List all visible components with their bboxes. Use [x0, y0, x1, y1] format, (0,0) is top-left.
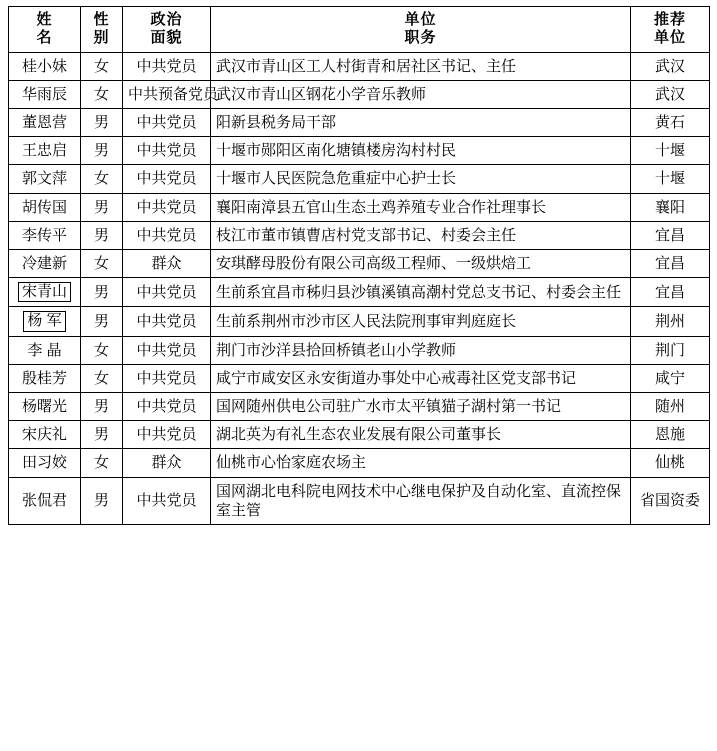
column-header-gender-line1: 性 [93, 11, 110, 28]
cell-name: 田习姣 [9, 449, 81, 477]
cell-party: 中共党员 [123, 193, 211, 221]
table-header [9, 7, 710, 53]
cell-recommender: 仙桃 [631, 449, 710, 477]
column-header-recommender-line1: 推荐 [653, 11, 686, 28]
cell-recommender: 荆门 [631, 336, 710, 364]
cell-unit: 仙桃市心怡家庭农场主 [211, 449, 631, 477]
column-header-name [9, 7, 81, 53]
table-row [9, 221, 710, 249]
column-header-party-line1: 政治 [150, 11, 183, 28]
cell-unit: 国网湖北电科院电网技术中心继电保护及自动化室、直流控保室主管 [211, 477, 631, 524]
column-header-party [123, 7, 211, 53]
cell-gender: 男 [81, 421, 123, 449]
cell-party: 中共党员 [123, 336, 211, 364]
cell-gender: 男 [81, 108, 123, 136]
cell-unit: 武汉市青山区工人村街青和居社区书记、主任 [211, 52, 631, 80]
cell-name: 杨曙光 [9, 393, 81, 421]
column-header-name-line1: 姓 [36, 11, 53, 28]
cell-party: 中共党员 [123, 364, 211, 392]
cell-recommender: 荆州 [631, 307, 710, 336]
column-header-unit [211, 7, 631, 53]
cell-name [9, 278, 81, 307]
cell-name-text: 宋青山 [18, 282, 71, 302]
cell-unit: 十堰市人民医院急危重症中心护士长 [211, 165, 631, 193]
cell-party: 群众 [123, 249, 211, 277]
table-row [9, 278, 710, 307]
cell-name [9, 307, 81, 336]
column-header-unit-line2: 职务 [404, 29, 437, 47]
cell-gender: 女 [81, 52, 123, 80]
cell-party: 中共党员 [123, 307, 211, 336]
cell-name: 王忠启 [9, 137, 81, 165]
table-row [9, 364, 710, 392]
header-row [9, 7, 710, 53]
cell-name-text: 杨 军 [23, 311, 65, 331]
cell-gender: 男 [81, 278, 123, 307]
table-row [9, 80, 710, 108]
cell-party: 中共党员 [123, 421, 211, 449]
cell-party: 中共预备党员 [123, 80, 211, 108]
cell-unit: 襄阳南漳县五官山生态土鸡养殖专业合作社理事长 [211, 193, 631, 221]
cell-party: 中共党员 [123, 393, 211, 421]
cell-recommender: 武汉 [631, 52, 710, 80]
column-header-recommender-line2: 单位 [653, 29, 686, 47]
column-header-name-line2: 名 [36, 29, 53, 47]
cell-unit: 安琪酵母股份有限公司高级工程师、一级烘焙工 [211, 249, 631, 277]
cell-name: 桂小妹 [9, 52, 81, 80]
cell-party: 中共党员 [123, 165, 211, 193]
cell-name: 华雨辰 [9, 80, 81, 108]
cell-gender: 女 [81, 449, 123, 477]
cell-recommender: 十堰 [631, 137, 710, 165]
cell-party: 中共党员 [123, 108, 211, 136]
column-header-party-line2: 面貌 [150, 29, 183, 47]
table-row [9, 393, 710, 421]
column-header-unit-line1: 单位 [404, 11, 437, 28]
cell-name: 胡传国 [9, 193, 81, 221]
cell-recommender: 宜昌 [631, 249, 710, 277]
cell-name: 董恩营 [9, 108, 81, 136]
cell-recommender: 咸宁 [631, 364, 710, 392]
table-row [9, 477, 710, 524]
cell-gender: 男 [81, 137, 123, 165]
table-body [9, 52, 710, 524]
cell-gender: 男 [81, 393, 123, 421]
cell-gender: 女 [81, 80, 123, 108]
cell-unit: 阳新县税务局干部 [211, 108, 631, 136]
roster-table [8, 6, 710, 525]
table-row [9, 307, 710, 336]
table-row [9, 336, 710, 364]
cell-gender: 女 [81, 336, 123, 364]
cell-unit: 生前系宜昌市秭归县沙镇溪镇高潮村党总支书记、村委会主任 [211, 278, 631, 307]
cell-party: 中共党员 [123, 278, 211, 307]
cell-name: 冷建新 [9, 249, 81, 277]
column-header-recommender [631, 7, 710, 53]
cell-unit: 枝江市董市镇曹店村党支部书记、村委会主任 [211, 221, 631, 249]
cell-party: 中共党员 [123, 221, 211, 249]
cell-recommender: 随州 [631, 393, 710, 421]
cell-name: 郭文萍 [9, 165, 81, 193]
table-row [9, 165, 710, 193]
cell-party: 群众 [123, 449, 211, 477]
cell-gender: 男 [81, 221, 123, 249]
cell-recommender: 恩施 [631, 421, 710, 449]
cell-party: 中共党员 [123, 137, 211, 165]
cell-name: 殷桂芳 [9, 364, 81, 392]
cell-name: 宋庆礼 [9, 421, 81, 449]
column-header-gender-line2: 别 [93, 29, 110, 47]
cell-gender: 女 [81, 249, 123, 277]
cell-unit: 国网随州供电公司驻广水市太平镇猫子湖村第一书记 [211, 393, 631, 421]
cell-unit: 武汉市青山区钢花小学音乐教师 [211, 80, 631, 108]
cell-recommender: 十堰 [631, 165, 710, 193]
cell-recommender: 武汉 [631, 80, 710, 108]
table-row [9, 193, 710, 221]
cell-recommender: 省国资委 [631, 477, 710, 524]
table-row [9, 249, 710, 277]
cell-gender: 男 [81, 193, 123, 221]
cell-unit: 生前系荆州市沙市区人民法院刑事审判庭庭长 [211, 307, 631, 336]
cell-party: 中共党员 [123, 52, 211, 80]
cell-unit: 咸宁市咸安区永安街道办事处中心戒毒社区党支部书记 [211, 364, 631, 392]
cell-gender: 男 [81, 477, 123, 524]
cell-unit: 荆门市沙洋县拾回桥镇老山小学教师 [211, 336, 631, 364]
cell-name: 李传平 [9, 221, 81, 249]
table-row [9, 449, 710, 477]
cell-gender: 女 [81, 165, 123, 193]
cell-recommender: 黄石 [631, 108, 710, 136]
cell-gender: 男 [81, 307, 123, 336]
table-row [9, 52, 710, 80]
table-row [9, 421, 710, 449]
cell-unit: 湖北英为有礼生态农业发展有限公司董事长 [211, 421, 631, 449]
table-row [9, 137, 710, 165]
cell-name: 李 晶 [9, 336, 81, 364]
cell-recommender: 宜昌 [631, 278, 710, 307]
cell-unit: 十堰市郧阳区南化塘镇楼房沟村村民 [211, 137, 631, 165]
cell-recommender: 宜昌 [631, 221, 710, 249]
column-header-gender [81, 7, 123, 53]
table-row [9, 108, 710, 136]
cell-party: 中共党员 [123, 477, 211, 524]
cell-gender: 女 [81, 364, 123, 392]
cell-name: 张侃君 [9, 477, 81, 524]
cell-recommender: 襄阳 [631, 193, 710, 221]
